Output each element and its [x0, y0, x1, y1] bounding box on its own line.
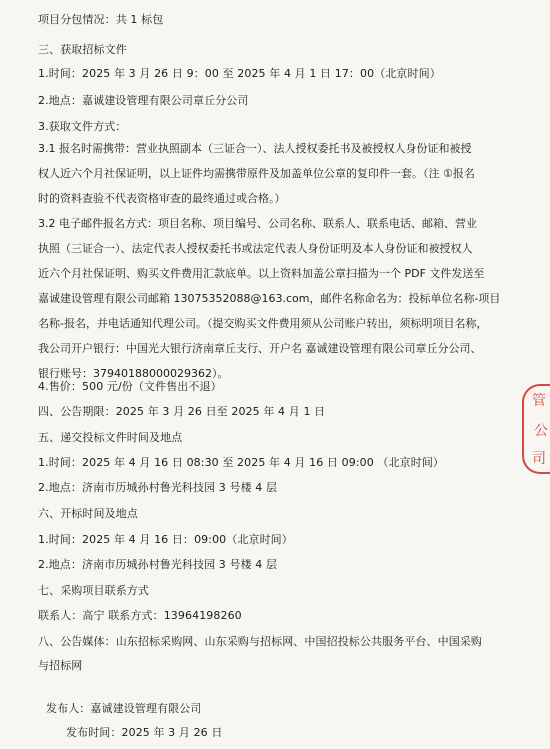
- paragraph-line: 银行账号：37940188000029362）。: [38, 367, 229, 380]
- paragraph-line: 嘉诚建设管理有限公司邮箱 13075352088@163.com，邮件名称命名为：投标单位名称-项目: [38, 292, 501, 305]
- paragraph-line: 权人近六个月社保证明，以上证件均需携带原件及加盖单位公章的复印件一套。（注 ①报名: [38, 167, 475, 180]
- package-info: 项目分包情况：共 1 标包: [38, 13, 164, 26]
- opening-location: 2.地点：济南市历城孙村鲁光科技园 3 号楼 4 层: [38, 558, 278, 571]
- contact-info: 联系人：高宁 联系方式：13964198260: [38, 609, 242, 622]
- paragraph-line: 执照（三证合一）、法定代表人授权委托书或法定代表人身份证明及本人身份证和被授权人: [38, 242, 473, 255]
- submission-heading: 五、递交投标文件时间及地点: [38, 431, 183, 444]
- obtain-method-heading: 3.获取文件方式：: [38, 120, 127, 133]
- seal-char: 公: [534, 423, 548, 439]
- paragraph-line: 我公司开户银行：中国光大银行济南章丘支行、开户名 嘉诚建设管理有限公司章丘分公司、: [38, 342, 482, 355]
- email-registration-paragraph: [38, 211, 528, 386]
- paragraph-line: 3.2 电子邮件报名方式：项目名称、项目编号、公司名称、联系人、联系电话、邮箱、营业: [38, 217, 477, 230]
- seal-char: 司: [532, 451, 546, 467]
- submission-location: 2.地点：济南市历城孙村鲁光科技园 3 号楼 4 层: [38, 481, 278, 494]
- publisher: 发布人：嘉诚建设管理有限公司: [46, 702, 202, 715]
- publish-date: 发布时间：2025 年 3 月 26 日: [66, 726, 223, 739]
- paragraph-line: 时的资料查验不代表资格审查的最终通过或合格。）: [38, 192, 286, 205]
- obtain-location: 2.地点：嘉诚建设管理有限公司章丘分公司: [38, 94, 249, 107]
- paragraph-line: 名称-报名，并电话通知代理公司。（提交购买文件费用须从公司账户转出，须标明项目名称，: [38, 317, 488, 330]
- seal-char: 管: [532, 393, 546, 409]
- notice-period: 四、公告期限：2025 年 3 月 26 日至 2025 年 4 月 1 日: [38, 405, 326, 418]
- obtain-time: 1.时间：2025 年 3 月 26 日 9：00 至 2025 年 4 月 1 日 17：00（北京时间）: [38, 67, 441, 80]
- price: 4.售价：500 元/份（文件售出不退）: [38, 380, 222, 393]
- paragraph-line: 3.1 报名时需携带：营业执照副本（三证合一）、法人授权委托书及被授权人身份证和被授: [38, 142, 472, 155]
- opening-time: 1.时间：2025 年 4 月 16 日：09:00（北京时间）: [38, 533, 293, 546]
- media-line-2: 与招标网: [38, 659, 83, 672]
- onsite-registration-paragraph: [38, 136, 528, 211]
- submission-time: 1.时间：2025 年 4 月 16 日 08:30 至 2025 年 4 月 16 日 09:00 （北京时间）: [38, 456, 445, 469]
- paragraph-line: 近六个月社保证明、购买文件费用汇款底单。以上资料加盖公章扫描为一个 PDF 文件发送至: [38, 267, 485, 280]
- section-heading-3: 三、获取招标文件: [38, 43, 127, 56]
- media-line-1: 八、公告媒体：山东招标采购网、山东采购与招标网、中国招投标公共服务平台、中国采购: [38, 635, 482, 648]
- company-seal: [522, 384, 550, 474]
- contact-heading: 七、采购项目联系方式: [38, 584, 149, 597]
- opening-heading: 六、开标时间及地点: [38, 507, 138, 520]
